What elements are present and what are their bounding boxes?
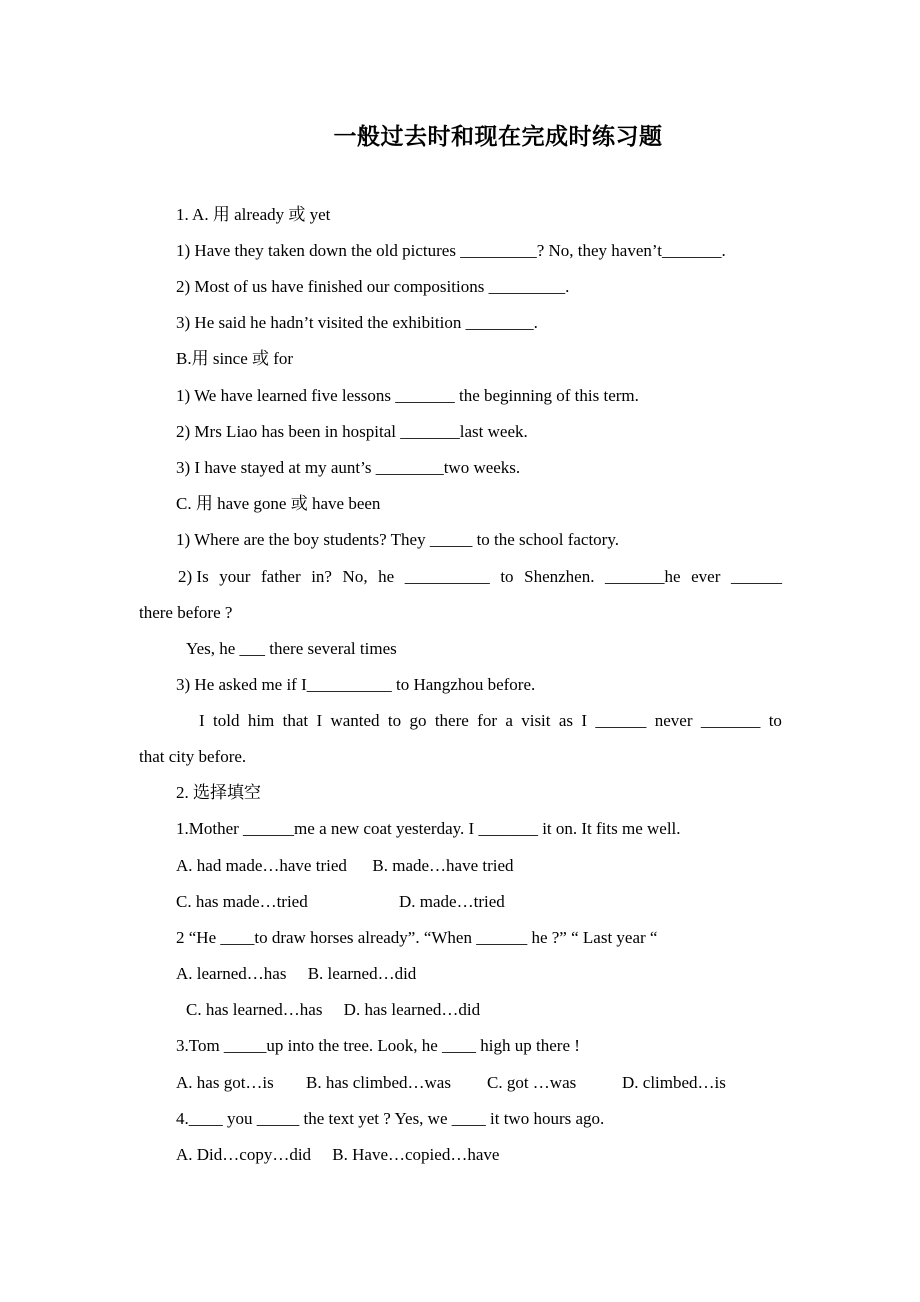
question-1b-2: 2) Mrs Liao has been in hospital _______last week. (176, 422, 528, 441)
question-1c-2-word: father (261, 567, 301, 586)
question-1c-2-word: ______ (730, 567, 782, 586)
question-1c-2-word: in? (311, 567, 332, 586)
question-1c-2-word: 2) Is (178, 567, 209, 586)
question-1a-2: 2) Most of us have finished our compositions _________. (176, 277, 570, 296)
question-1c-3-word: go (409, 711, 427, 730)
question-1c-3-word: for (477, 711, 497, 730)
question-2-3-option-a: A. has got…is (176, 1073, 274, 1092)
question-1c-3-word: told (213, 711, 240, 730)
question-2-1-option-c: C. has made…tried (176, 892, 308, 911)
question-1c-2-word: ever (691, 567, 721, 586)
question-1c-2-word: your (219, 567, 251, 586)
question-1c-3-word: visit (521, 711, 551, 730)
question-1c-3-word: him (247, 711, 275, 730)
question-1c-3-word: a (505, 711, 513, 730)
question-1c-3-continued: that city before. (139, 747, 247, 766)
question-1c-1: 1) Where are the boy students? They _____ to the school factory. (176, 530, 619, 549)
question-1c-3-word: to (387, 711, 402, 730)
question-1c-2-continued: there before ? (139, 603, 233, 622)
question-1c-3-word: ______ (595, 711, 647, 730)
question-1c-3-word: never (654, 711, 693, 730)
question-1a-3: 3) He said he hadn’t visited the exhibition ________. (176, 313, 538, 332)
question-1c-3-reply (199, 710, 782, 732)
question-2-3: 3.Tom _____up into the tree. Look, he ____ high up there ! (176, 1036, 580, 1055)
question-1a-1: 1) Have they taken down the old pictures _________? No, they haven’t_______. (176, 241, 726, 260)
question-1c-2-word: to (500, 567, 514, 586)
section-1a-header: 1. A. 用 already 或 yet (176, 205, 331, 224)
question-1c-2-word: he (378, 567, 395, 586)
question-2-4: 4.____ you _____ the text yet ? Yes, we ____ it two hours ago. (176, 1109, 605, 1128)
question-1c-3-word: wanted (330, 711, 380, 730)
question-2-2: 2 “He ____to draw horses already”. “When ______ he ?” “ Last year “ (176, 928, 658, 947)
question-2-3-option-d: D. climbed…is (622, 1073, 726, 1092)
question-2-2-options-cd: C. has learned…has D. has learned…did (186, 1000, 481, 1019)
question-2-4-options-ab: A. Did…copy…did B. Have…copied…have (176, 1145, 500, 1164)
question-1c-3-word: that (282, 711, 309, 730)
question-1c-3-word: I (316, 711, 323, 730)
question-2-3-option-c: C. got …was (487, 1073, 577, 1092)
question-2-1: 1.Mother ______me a new coat yesterday. I _______ it on. It fits me well. (176, 819, 681, 838)
question-1c-2-word: Shenzhen. (524, 567, 595, 586)
question-1c-3-word: I (199, 711, 205, 730)
question-1c-2-word: __________ (404, 567, 490, 586)
question-1c-2 (178, 566, 782, 588)
page-title: 一般过去时和现在完成时练习题 (333, 124, 663, 150)
question-2-3-option-b: B. has climbed…was (306, 1073, 451, 1092)
question-1c-3-word: as (558, 711, 574, 730)
question-1c-2-answer: Yes, he ___ there several times (186, 639, 397, 658)
question-2-1-options-ab: A. had made…have tried B. made…have tried (176, 856, 514, 875)
question-1c-3-word: to (768, 711, 782, 730)
section-1c-header: C. 用 have gone 或 have been (176, 494, 381, 513)
question-1c-2-word: No, (342, 567, 368, 586)
section-1b-header: B.用 since 或 for (176, 349, 294, 368)
question-1c-3-word: _______ (700, 711, 761, 730)
question-1c-2-word: _______he (605, 567, 681, 586)
question-1c-3: 3) He asked me if I__________ to Hangzhou before. (176, 675, 536, 694)
question-2-1-option-d: D. made…tried (399, 892, 505, 911)
question-1c-3-word: I (581, 711, 588, 730)
question-1b-1: 1) We have learned five lessons _______ the beginning of this term. (176, 386, 639, 405)
question-1b-3: 3) I have stayed at my aunt’s ________two weeks. (176, 458, 521, 477)
question-1c-3-word: there (434, 711, 469, 730)
question-2-2-options-ab: A. learned…has B. learned…did (176, 964, 417, 983)
section-2-header: 2. 选择填空 (176, 783, 261, 802)
